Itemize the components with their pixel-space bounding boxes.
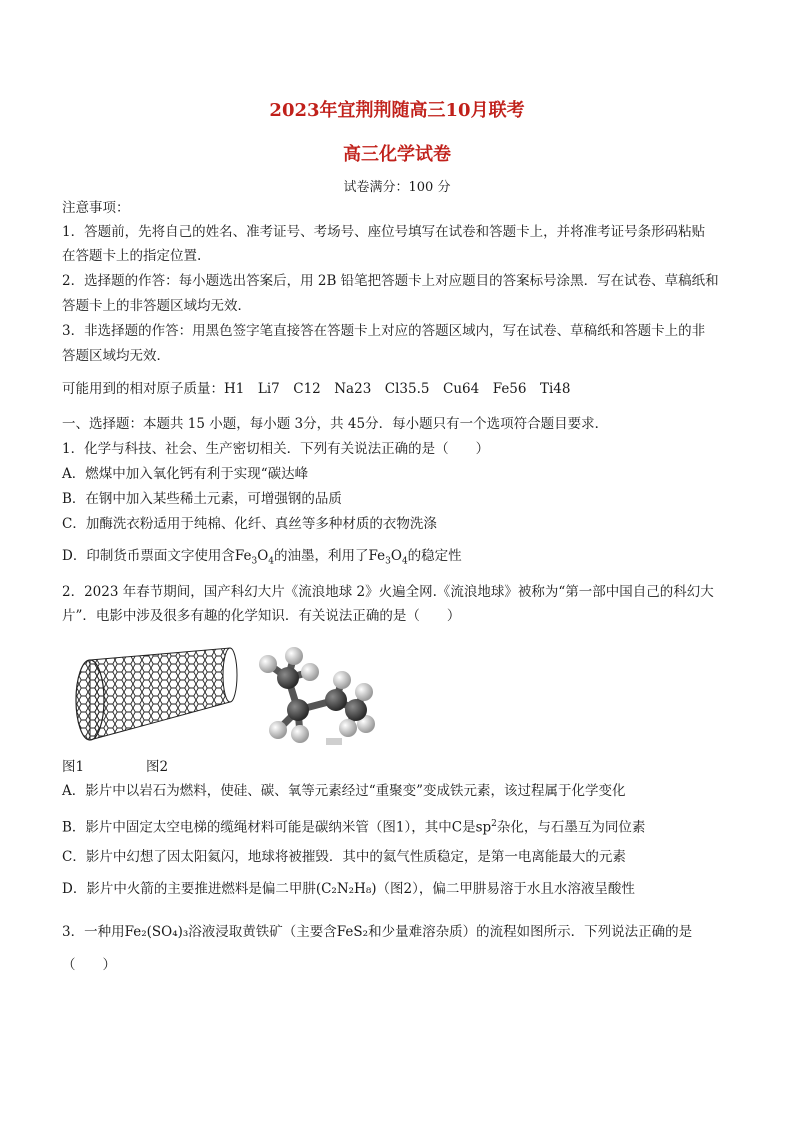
q1-d-text-3: 的稳定性: [407, 548, 462, 564]
note-3-line1: 3．非选择题的作答：用黑色签字笔直接答在答题卡上对应的答题区域内，写在试卷、草稿纸和答题卡上的非: [62, 323, 706, 339]
q3-stem-line2: （ ）: [62, 957, 116, 973]
q2-stem-line2: 片”．电影中涉及很多有趣的化学知识．有关说法正确的是（ ）: [62, 608, 461, 624]
q1-d-formula-1: $Fe_3O_4$: [234, 548, 274, 567]
note-1-line2: 在答题卡上的指定位置.: [62, 248, 202, 264]
q2-option-d: D．影片中火箭的主要推进燃料是偏二甲肼(C₂N₂H₈)（图2），偏二甲肼易溶于水且水溶液呈酸性: [62, 881, 635, 897]
q1-d-text-1: D．印制货币票面文字使用含: [62, 548, 235, 564]
dimethylhydrazine-model-figure: [238, 638, 378, 750]
q1-option-d: [62, 546, 462, 572]
exam-subtitle: 高三化学试卷: [343, 144, 451, 165]
full-score: 试卷满分：100 分: [343, 180, 451, 195]
atomic-masses: 可能用到的相对原子质量：H1 Li7 C12 Na23 Cl35.5 Cu64 Fe56 Ti48: [62, 381, 571, 397]
figure-2-caption: 图2: [146, 759, 169, 775]
q1-stem: 1．化学与科技、社会、生产密切相关．下列有关说法正确的是（ ）: [62, 441, 490, 457]
q2-option-a: A．影片中以岩石为燃料，使硅、碳、氧等元素经过“重聚变”变成铁元素，该过程属于化学变化: [62, 783, 626, 799]
q1-option-a: A．燃煤中加入氧化钙有利于实现“碳达峰: [62, 466, 309, 482]
q2-option-c: C．影片中幻想了因太阳氦闪，地球将被摧毁．其中的氦气性质稳定，是第一电离能最大的元素: [62, 849, 626, 865]
notes-heading: 注意事项：: [62, 200, 130, 216]
note-2-line2: 答题卡上的非答题区域均无效．: [62, 298, 251, 314]
note-2-line1: 2．选择题的作答：每小题选出答案后，用 2B 铅笔把答题卡上对应题目的答案标号涂黑．写在试卷、草稿纸和: [62, 273, 719, 289]
figure-1-caption: 图1: [62, 759, 85, 775]
ferric-sulfate-formula: Fe₂(SO₄)₃: [124, 924, 189, 940]
carbon-nanotube-figure: [70, 640, 240, 750]
note-3-line2: 答题区域均无效．: [62, 348, 170, 364]
q1-d-formula-2: $Fe_3O_4$: [368, 548, 408, 567]
udmh-formula: (C₂N₂H₈): [315, 881, 377, 897]
section-heading: 一、选择题：本题共 15 小题，每小题 3分，共 45分．每小题只有一个选项符合题目要求．: [62, 416, 609, 432]
exam-title: 2023年宜荆荆随高三10月联考: [269, 100, 525, 121]
q2-option-b: B．影片中固定太空电梯的缆绳材料可能是碳纳米管（图1），其中C是$sp^2$杂化，与石墨互为同位素: [62, 819, 646, 836]
note-1-line1: 1．答题前，先将自己的姓名、准考证号、考场号、座位号填写在试卷和答题卡上，并将准考证号条形码粘贴: [62, 224, 706, 240]
q1-option-b: B．在钢中加入某些稀土元素，可增强钢的品质: [62, 491, 342, 507]
q3-stem-line1: 3．一种用Fe₂(SO₄)₃浴液浸取黄铁矿（主要含FeS₂和少量难溶杂质）的流程如图所示．下列说法正确的是: [62, 924, 693, 940]
q2-stem-line1: 2．2023 年春节期间，国产科幻大片《流浪地球 2》火遍全网.《流浪地球》被称为“第一部中国自己的科幻大: [62, 584, 714, 600]
q1-option-c: C．加酶洗衣粉适用于纯棉、化纤、真丝等多种材质的衣物洗涤: [62, 516, 437, 532]
pyrite-formula: FeS₂: [336, 924, 369, 940]
q1-d-text-2: 的油墨，利用了: [274, 548, 369, 564]
